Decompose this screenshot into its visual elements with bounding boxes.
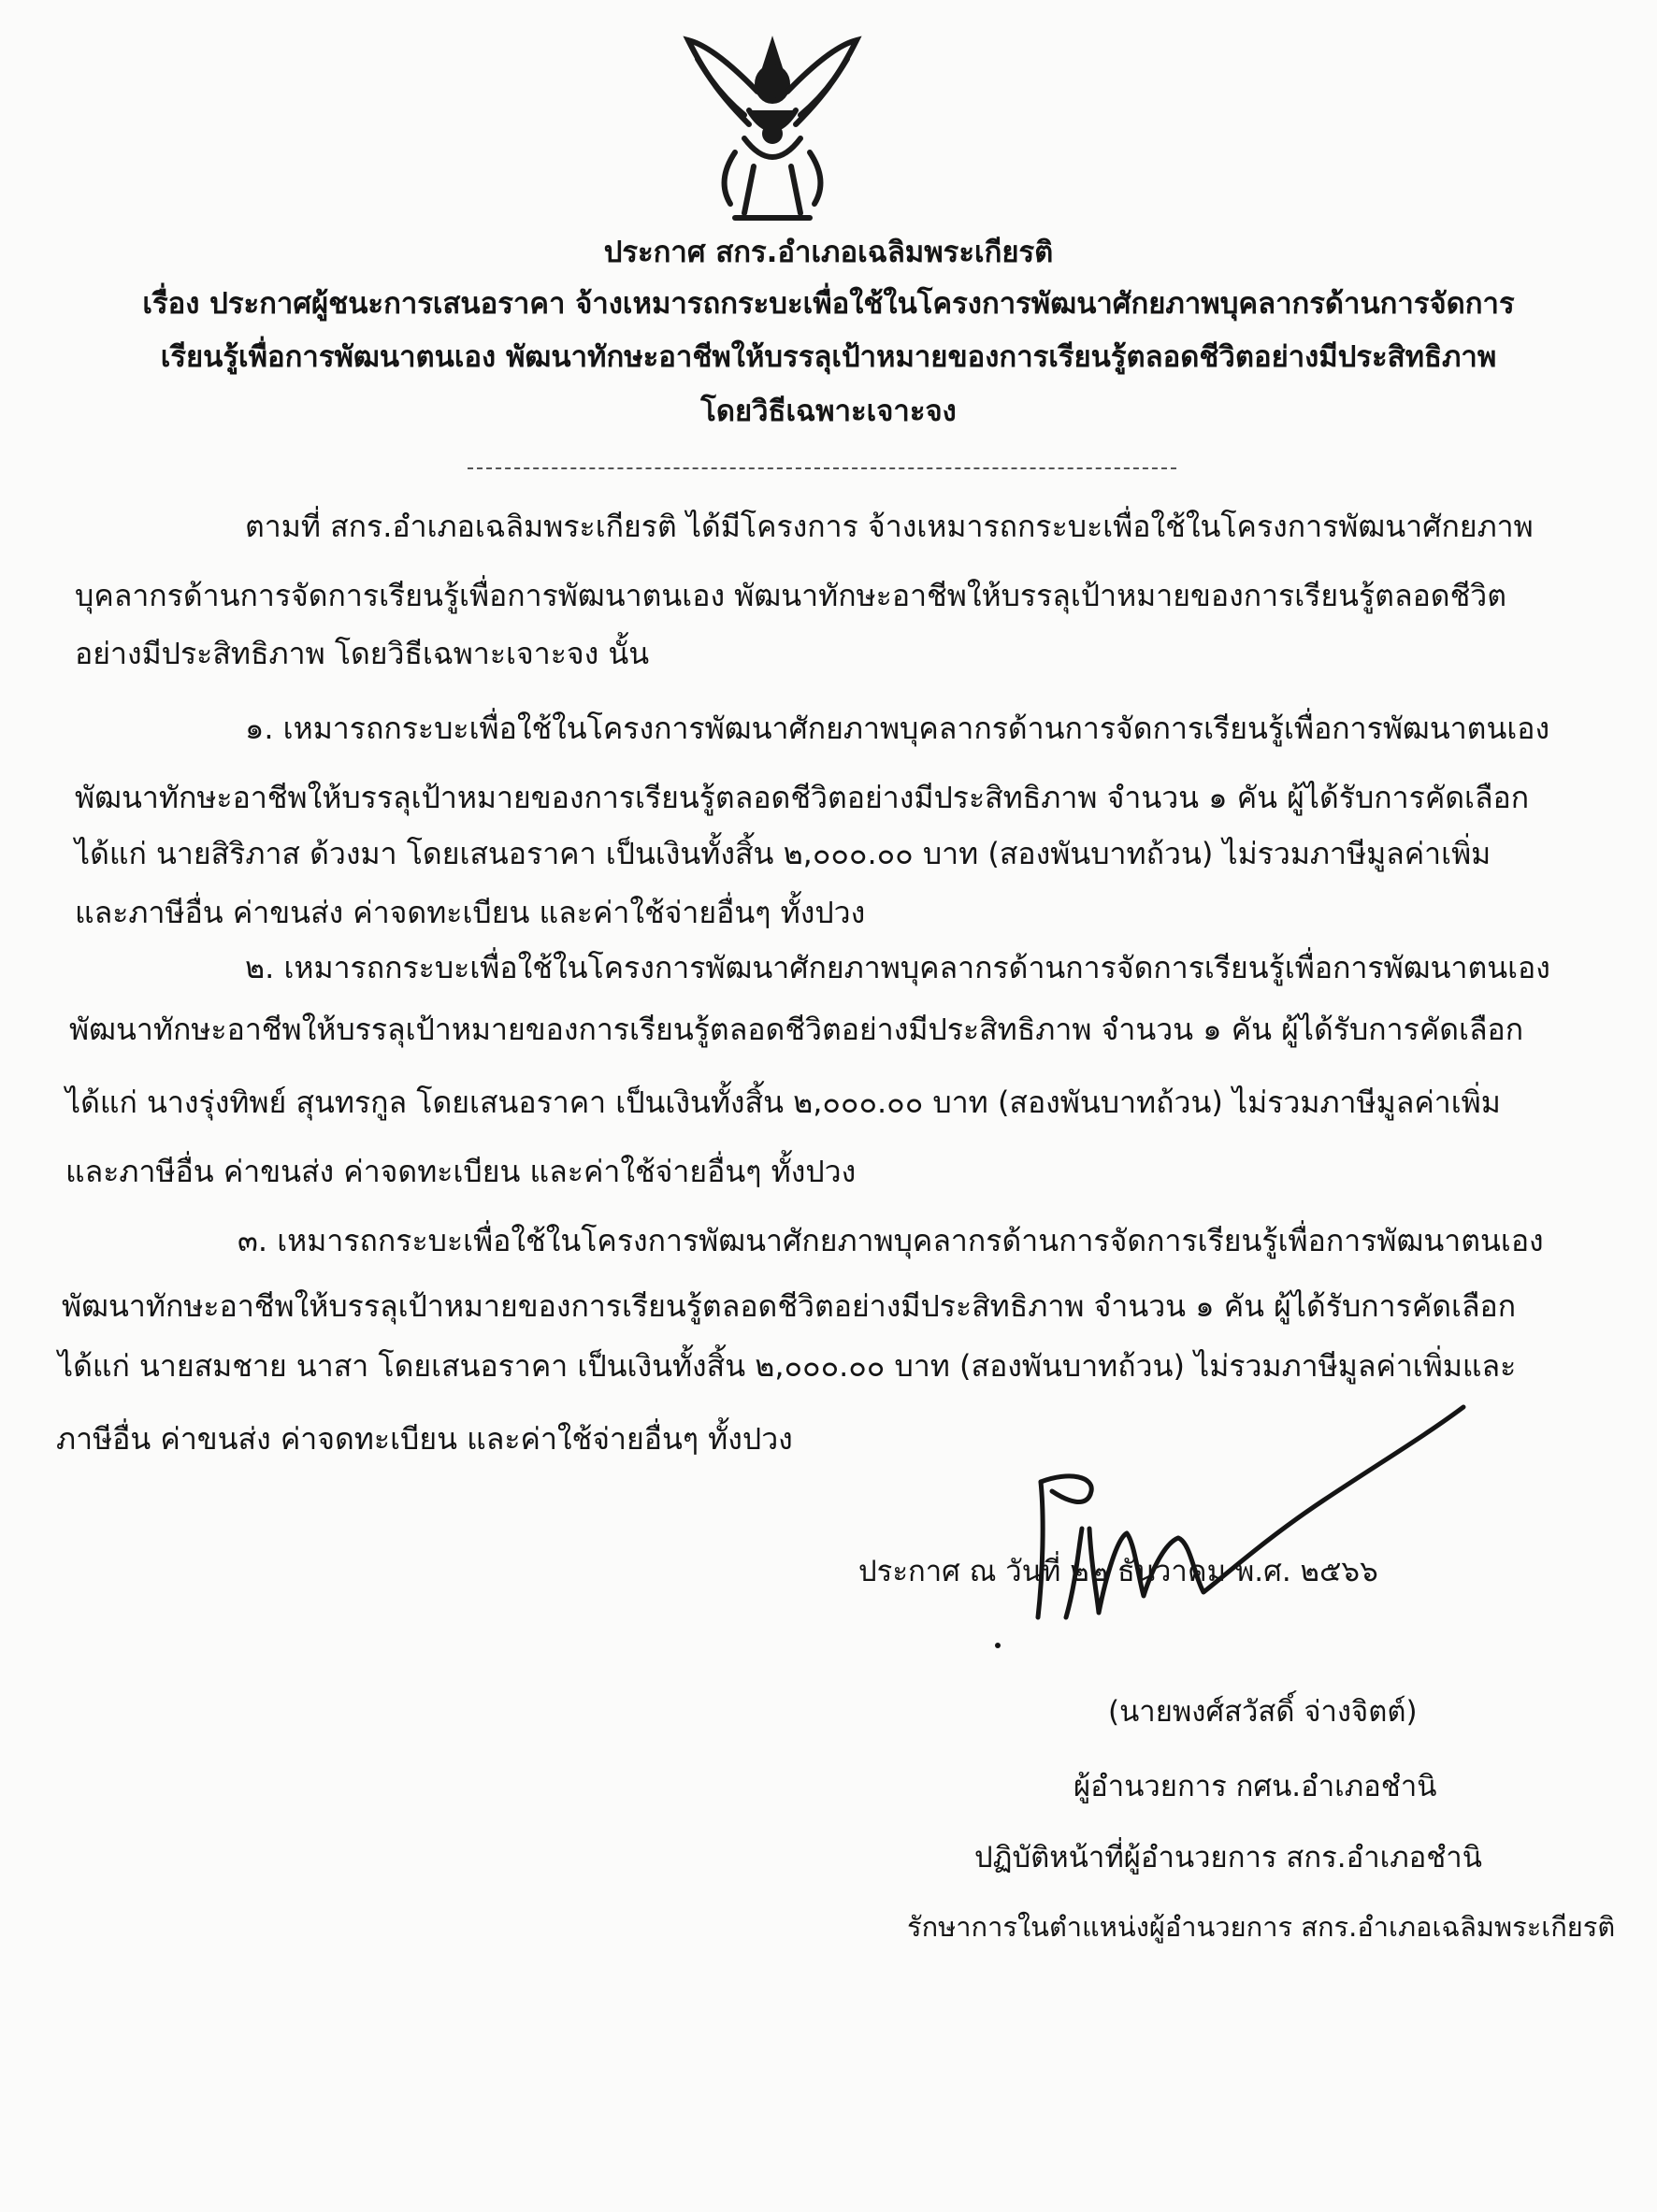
divider: [468, 467, 1176, 469]
item1-line-2: พัฒนาทักษะอาชีพให้บรรลุเป้าหมายของการเรียนรู้ตลอดชีวิตอย่างมีประสิทธิภาพ จำนวน ๑ คัน ผู้ได้รับการคัดเลือก: [75, 780, 1530, 815]
item1-line-4: และภาษีอื่น ค่าขนส่ง ค่าจดทะเบียน และค่าใช้จ่ายอื่นๆ ทั้งปวง: [75, 895, 866, 930]
item2-line-2: พัฒนาทักษะอาชีพให้บรรลุเป้าหมายของการเรียนรู้ตลอดชีวิตอย่างมีประสิทธิภาพ จำนวน ๑ คัน ผู้ได้รับการคัดเลือก: [69, 1012, 1524, 1047]
signer-position-3: รักษาการในตำแหน่งผู้อำนวยการ สกร.อำเภอเฉลิมพระเกียรติ: [907, 1911, 1616, 1943]
signature: [987, 1351, 1491, 1650]
intro-line-2: บุคลากรด้านการจัดการเรียนรู้เพื่อการพัฒนาตนเอง พัฒนาทักษะอาชีพให้บรรลุเป้าหมายของการเรียนรู้ตลอดชีวิต: [75, 578, 1507, 613]
signer-name: (นายพงศ์สวัสดิ์ จ่างจิตต์): [1108, 1695, 1418, 1729]
subject-line-3: โดยวิธีเฉพาะเจาะจง: [700, 395, 957, 428]
intro-line-1: ตามที่ สกร.อำเภอเฉลิมพระเกียรติ ได้มีโครงการ จ้างเหมารถกระบะเพื่อใช้ในโครงการพัฒนาศักยภาพ: [245, 509, 1534, 544]
item3-line-4: ภาษีอื่น ค่าขนส่ง ค่าจดทะเบียน และค่าใช้จ่ายอื่นๆ ทั้งปวง: [56, 1421, 793, 1457]
announcement-date: ประกาศ ณ วันที่ ๒๒ ธันวาคม พ.ศ. ๒๕๖๖: [858, 1555, 1378, 1588]
item1-line-1: ๑. เหมารถกระบะเพื่อใช้ในโครงการพัฒนาศักยภาพบุคลากรด้านการจัดการเรียนรู้เพื่อการพัฒนาตนเอง: [245, 711, 1550, 746]
item3-line-1: ๓. เหมารถกระบะเพื่อใช้ในโครงการพัฒนาศักยภาพบุคลากรด้านการจัดการเรียนรู้เพื่อการพัฒนาตนเอง: [238, 1223, 1544, 1258]
item3-line-2: พัฒนาทักษะอาชีพให้บรรลุเป้าหมายของการเรียนรู้ตลอดชีวิตอย่างมีประสิทธิภาพ จำนวน ๑ คัน ผู้ได้รับการคัดเลือก: [62, 1288, 1517, 1324]
item2-line-1: ๒. เหมารถกระบะเพื่อใช้ในโครงการพัฒนาศักยภาพบุคลากรด้านการจัดการเรียนรู้เพื่อการพัฒนาตนเอง: [245, 950, 1550, 985]
garuda-emblem-icon: [679, 26, 866, 232]
item2-line-3: ได้แก่ นางรุ่งทิพย์ สุนทรกูล โดยเสนอราคา เป็นเงินทั้งสิ้น ๒,๐๐๐.๐๐ บาท (สองพันบาทถ้วน) ไม่รวมภาษีมูลค่าเพิ่ม: [65, 1084, 1501, 1120]
signer-position-2: ปฏิบัติหน้าที่ผู้อำนวยการ สกร.อำเภอชำนิ: [974, 1841, 1482, 1874]
subject-line-2: เรียนรู้เพื่อการพัฒนาตนเอง พัฒนาทักษะอาชีพให้บรรลุเป้าหมายของการเรียนรู้ตลอดชีวิตอย่างมีประสิทธิภาพ: [160, 340, 1497, 374]
item2-line-4: และภาษีอื่น ค่าขนส่ง ค่าจดทะเบียน และค่าใช้จ่ายอื่นๆ ทั้งปวง: [65, 1154, 857, 1189]
intro-line-3: อย่างมีประสิทธิภาพ โดยวิธีเฉพาะเจาะจง นั้น: [75, 636, 650, 671]
subject-line-1: เรื่อง ประกาศผู้ชนะการเสนอราคา จ้างเหมารถกระบะเพื่อใช้ในโครงการพัฒนาศักยภาพบุคลากรด้านการจัดการ: [142, 287, 1515, 321]
item3-line-3: ได้แก่ นายสมชาย นาสา โดยเสนอราคา เป็นเงินทั้งสิ้น ๒,๐๐๐.๐๐ บาท (สองพันบาทถ้วน) ไม่รวมภาษีมูลค่าเพิ่มและ: [58, 1348, 1517, 1384]
signer-position-1: ผู้อำนวยการ กศน.อำเภอชำนิ: [1073, 1770, 1437, 1803]
announcement-title: ประกาศ สกร.อำเภอเฉลิมพระเกียรติ: [603, 236, 1054, 269]
item1-line-3: ได้แก่ นายสิริภาส ด้วงมา โดยเสนอราคา เป็นเงินทั้งสิ้น ๒,๐๐๐.๐๐ บาท (สองพันบาทถ้วน) ไม่รวมภาษีมูลค่าเพิ่ม: [75, 836, 1491, 871]
